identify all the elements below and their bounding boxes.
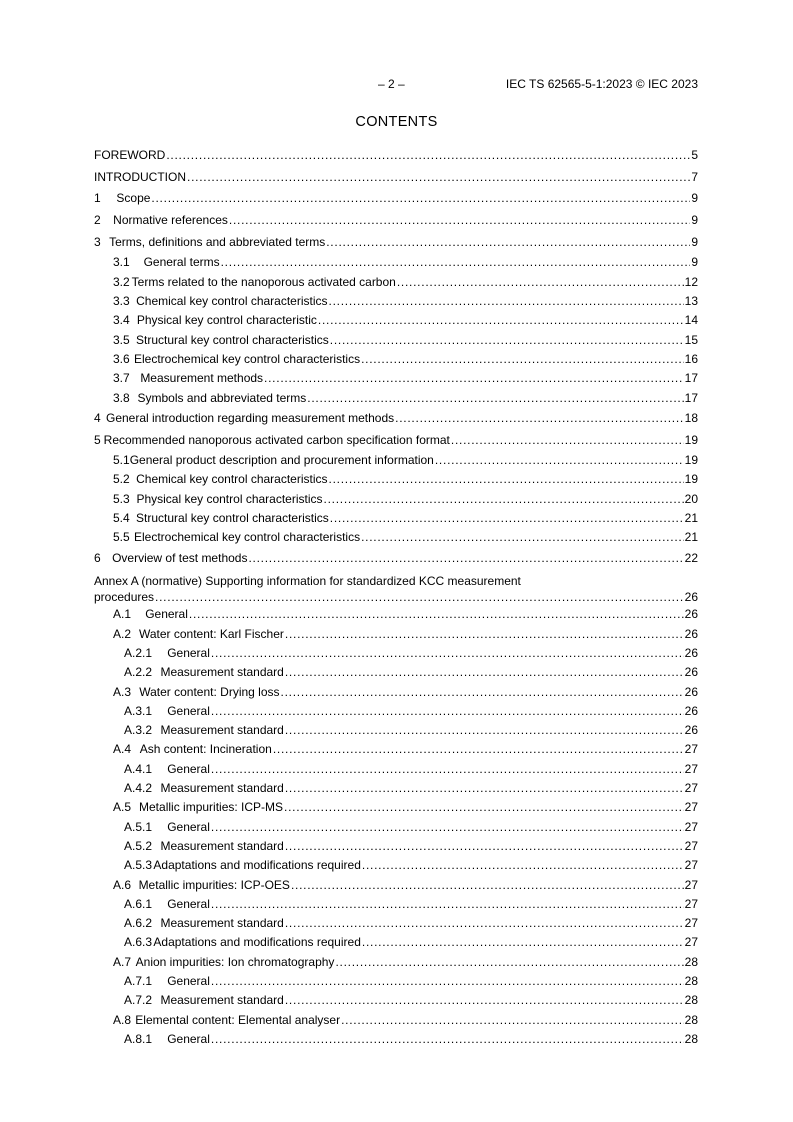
toc-page-number: 28	[684, 954, 698, 969]
toc-entry-number: A.5	[113, 800, 132, 815]
toc-entry-number: 3.2	[113, 274, 130, 289]
toc-entry-number: 1	[94, 191, 101, 206]
toc-entry-link[interactable]	[94, 589, 698, 605]
toc-entry-link[interactable]	[94, 188, 698, 210]
toc-entry-number: A.3.1	[124, 703, 153, 718]
toc-entry-label: Structural key control characteristics	[136, 511, 329, 526]
toc-page-number: 26	[684, 626, 698, 641]
toc-entry-link[interactable]	[94, 408, 698, 430]
toc-entry-number: 6	[94, 550, 101, 565]
toc-entry-link[interactable]	[94, 856, 698, 875]
toc-entry-number: 5.4	[113, 511, 130, 526]
dot-leader	[435, 451, 684, 470]
toc-entry-label: Adaptations and modifications required	[153, 935, 361, 950]
toc-entry-number: A.6	[113, 877, 132, 892]
toc-entry-label: Chemical key control characteristics	[136, 472, 328, 487]
toc-entry-link[interactable]	[94, 895, 698, 914]
toc-entry-number: 5.3	[113, 491, 130, 506]
toc-entry-link[interactable]	[94, 760, 698, 779]
toc-entry-label: FOREWORD	[94, 148, 166, 162]
toc-page-number: 27	[684, 761, 698, 776]
toc-entry-label: Electrochemical key control characteristics	[134, 530, 361, 545]
toc-entry-link[interactable]	[94, 470, 698, 489]
toc-entry-number: A.7.2	[124, 993, 153, 1008]
toc-entry-number: A.2	[113, 626, 132, 641]
toc-entry-link[interactable]	[94, 509, 698, 528]
dot-leader	[187, 167, 690, 189]
toc-page-number: 26	[684, 645, 698, 660]
dot-leader	[361, 528, 684, 547]
toc-entry-number: 3.1	[113, 255, 130, 270]
toc-page-number: 5	[691, 148, 698, 162]
toc-page-number: 21	[684, 511, 698, 526]
dot-leader	[166, 145, 690, 167]
toc-entry-number: A.6.3	[124, 935, 153, 950]
toc-entry-label: Physical key control characteristics	[136, 491, 323, 506]
toc-page-number: 7	[691, 169, 698, 184]
toc-entry-label: Overview of test methods	[112, 550, 248, 565]
toc-page-number: 14	[684, 313, 698, 328]
dot-leader	[211, 702, 684, 721]
toc-page-number: 27	[684, 742, 698, 757]
toc-entry-link[interactable]	[94, 605, 698, 624]
toc-entry-number: 3.4	[113, 313, 130, 328]
toc-page-number: 19	[684, 432, 698, 447]
dot-leader	[151, 188, 690, 210]
toc-entry-label: Measurement standard	[160, 916, 284, 931]
toc-entry-link[interactable]	[94, 331, 698, 350]
dot-leader	[211, 972, 684, 991]
toc-entry-label: Supporting information for standardized KCC measurement	[205, 574, 521, 589]
toc-entry-link[interactable]	[94, 389, 698, 408]
toc-entry-link[interactable]	[94, 232, 698, 254]
toc-entry-link[interactable]	[94, 702, 698, 721]
toc-page-number: 26	[684, 684, 698, 699]
toc-entry-link[interactable]	[94, 876, 698, 895]
page-number: – 2 –	[378, 77, 405, 91]
toc-page-number: 19	[684, 472, 698, 487]
page-title: CONTENTS	[355, 114, 438, 130]
dot-leader	[211, 818, 684, 837]
toc-entry-number: A.8.1	[124, 1031, 153, 1046]
dot-leader	[285, 663, 684, 682]
toc-entry-link[interactable]	[94, 548, 698, 570]
toc-entry-number: 5.5	[113, 530, 130, 545]
toc-page-number: 13	[684, 294, 698, 309]
toc-entry-label: General introduction regarding measurement methods	[105, 410, 395, 425]
toc-entry-number: A.4.2	[124, 781, 153, 796]
dot-leader	[285, 721, 684, 740]
toc-entry-link[interactable]	[94, 644, 698, 663]
toc-entry-label: Scope	[116, 191, 151, 206]
dot-leader	[284, 798, 684, 817]
toc-page-number: 9	[691, 213, 698, 228]
dot-leader	[362, 933, 684, 952]
toc-entry-number: 5	[94, 432, 101, 447]
toc-entry-link[interactable]	[94, 1011, 698, 1030]
table-of-contents	[94, 145, 698, 1049]
toc-entry-number: 4	[94, 410, 101, 425]
toc-page-number: 27	[684, 781, 698, 796]
toc-entry-number: A.6.2	[124, 916, 153, 931]
toc-entry-number: A.3.2	[124, 723, 153, 738]
toc-entry-link[interactable]	[94, 740, 698, 759]
toc-entry-link[interactable]	[94, 451, 698, 470]
dot-leader	[329, 292, 684, 311]
toc-entry-number: A.2.1	[124, 645, 153, 660]
toc-entry-link[interactable]	[94, 1030, 698, 1049]
toc-page-number: 27	[684, 935, 698, 950]
toc-entry-number: A.3	[113, 684, 132, 699]
toc-entry-number: 3.6	[113, 351, 130, 366]
toc-entry-number: A.5.1	[124, 819, 153, 834]
toc-entry-link[interactable]	[94, 210, 698, 232]
toc-entry-link[interactable]	[94, 528, 698, 547]
toc-entry-label: General	[167, 974, 210, 988]
dot-leader	[285, 837, 684, 856]
toc-entry-number: A.1	[113, 607, 132, 622]
toc-page-number: 28	[684, 1031, 698, 1046]
toc-entry-label: Terms related to the nanoporous activated carbon	[131, 274, 396, 289]
toc-entry-number: A.2.2	[124, 665, 153, 680]
dot-leader	[324, 490, 684, 509]
dot-leader	[307, 389, 683, 408]
dot-leader	[341, 1011, 684, 1030]
dot-leader	[221, 253, 691, 272]
toc-entry-label: Water content: Drying loss	[139, 684, 280, 699]
dot-leader	[329, 470, 684, 489]
dot-leader	[211, 1030, 684, 1049]
toc-entry-link[interactable]	[94, 818, 698, 837]
toc-page-number: 22	[684, 550, 698, 565]
toc-entry-link[interactable]	[94, 369, 698, 388]
toc-entry-link[interactable]	[94, 953, 698, 972]
toc-entry-label: Measurement standard	[160, 665, 284, 680]
toc-annex-number: Annex A (normative)	[94, 574, 206, 589]
page-header	[0, 77, 793, 93]
toc-entry-label: Physical key control characteristic	[136, 313, 317, 328]
toc-entry-number: 3.5	[113, 332, 130, 347]
toc-page-number: 26	[684, 723, 698, 738]
toc-entry-number: A.5.3	[124, 858, 153, 873]
toc-page-number: 21	[684, 530, 698, 545]
toc-entry-link[interactable]	[94, 914, 698, 933]
toc-entry-label: Anion impurities: Ion chromatography	[135, 954, 335, 969]
toc-page-number: 18	[684, 410, 698, 425]
toc-entry-number: A.7.1	[124, 974, 153, 988]
toc-entry-label: Adaptations and modifications required	[153, 858, 361, 873]
dot-leader	[285, 779, 684, 798]
toc-entry-label: General terms	[143, 255, 220, 270]
toc-entry-link[interactable]	[94, 273, 698, 292]
toc-page-number: 9	[691, 255, 698, 270]
toc-page-number: 16	[684, 351, 698, 366]
dot-leader	[281, 683, 684, 702]
toc-page-number: 27	[684, 800, 698, 815]
toc-entry-number: A.5.2	[124, 838, 153, 853]
toc-entry-link[interactable]	[94, 350, 698, 369]
toc-entry-label: Measurement standard	[160, 781, 284, 796]
toc-entry-label: Measurement methods	[140, 371, 264, 386]
dot-leader	[155, 589, 684, 605]
toc-entry-number: 3.7	[113, 371, 130, 386]
dot-leader	[211, 760, 684, 779]
dot-leader	[451, 430, 684, 452]
toc-entry-label: General	[167, 819, 210, 834]
toc-entry-link[interactable]	[94, 167, 698, 189]
toc-entry-label: Recommended nanoporous activated carbon specification format	[103, 432, 450, 447]
dot-leader	[211, 895, 684, 914]
toc-entry-label: Symbols and abbreviated terms	[137, 390, 307, 405]
toc-entry-number: A.7	[113, 954, 132, 969]
dot-leader	[395, 408, 683, 430]
dot-leader	[248, 548, 683, 570]
toc-entry-label: General	[167, 703, 210, 718]
toc-entry-link[interactable]	[94, 145, 698, 167]
toc-entry-number: 3.3	[113, 294, 130, 309]
toc-entry-link[interactable]	[94, 721, 698, 740]
toc-entry-link[interactable]	[94, 292, 698, 311]
toc-entry-number: A.4	[113, 742, 132, 757]
toc-entry-label: Chemical key control characteristics	[136, 294, 328, 309]
dot-leader	[318, 311, 684, 330]
toc-entry-label: Ash content: Incineration	[139, 742, 272, 757]
dot-leader	[362, 856, 684, 875]
dot-leader	[330, 331, 684, 350]
toc-entry-label: General	[167, 896, 210, 911]
toc-entry-link[interactable]	[94, 837, 698, 856]
dot-leader	[285, 991, 684, 1010]
toc-entry-label: Normative references	[113, 213, 228, 228]
toc-page-number: 26	[684, 607, 698, 622]
toc-entry-label: Elemental content: Elemental analyser	[135, 1012, 341, 1027]
toc-entry-link[interactable]	[94, 311, 698, 330]
toc-entry-number: 5.2	[113, 472, 130, 487]
toc-page-number: 28	[684, 993, 698, 1008]
toc-entry-link[interactable]	[94, 430, 698, 452]
toc-entry-number: A.6.1	[124, 896, 153, 911]
dot-leader	[285, 914, 684, 933]
dot-leader	[211, 644, 684, 663]
toc-entry-label: Measurement standard	[160, 723, 284, 738]
dot-leader	[361, 350, 684, 369]
toc-entry-number: 3	[94, 234, 101, 249]
toc-entry-link[interactable]	[94, 798, 698, 817]
toc-entry-label: Terms, definitions and abbreviated terms	[109, 234, 326, 249]
toc-entry-label: Metallic impurities: ICP-OES	[138, 877, 290, 892]
toc-entry-label: General	[145, 607, 188, 622]
dot-leader	[273, 740, 684, 759]
dot-leader	[330, 509, 684, 528]
toc-page-number: 26	[684, 665, 698, 680]
toc-page-number: 26	[684, 590, 698, 605]
toc-page-number: 15	[684, 332, 698, 347]
toc-page-number: 17	[684, 371, 698, 386]
toc-page-number: 27	[684, 858, 698, 873]
toc-page-number: 27	[684, 877, 698, 892]
dot-leader	[264, 369, 684, 388]
toc-entry-number: 5.1	[113, 453, 130, 468]
toc-entry-link[interactable]	[94, 490, 698, 509]
toc-entry-link[interactable]	[94, 779, 698, 798]
toc-annex-heading[interactable]	[94, 569, 698, 589]
toc-page-number: 27	[684, 838, 698, 853]
toc-page-number: 17	[684, 390, 698, 405]
dot-leader	[285, 625, 684, 644]
dot-leader	[189, 605, 684, 624]
dot-leader	[326, 232, 690, 254]
toc-entry-label: General	[167, 645, 210, 660]
toc-page-number: 26	[684, 703, 698, 718]
toc-entry-label: General product description and procurement information	[129, 453, 434, 468]
toc-entry-label: General	[167, 761, 210, 776]
toc-entry-link[interactable]	[94, 933, 698, 952]
toc-entry-number: A.8	[113, 1012, 132, 1027]
toc-entry-link[interactable]	[94, 972, 698, 991]
toc-entry-label: General	[167, 1031, 210, 1046]
toc-entry-label: INTRODUCTION	[94, 169, 186, 184]
dot-leader	[397, 273, 684, 292]
toc-entry-label: Measurement standard	[160, 838, 284, 853]
toc-entry-number: A.4.1	[124, 761, 153, 776]
toc-entry-link[interactable]	[94, 991, 698, 1010]
toc-page-number: 27	[684, 916, 698, 931]
toc-page-number: 9	[691, 234, 698, 249]
toc-entry-number: 2	[94, 213, 101, 228]
toc-page-number: 19	[684, 453, 698, 468]
toc-page-number: 9	[691, 191, 698, 206]
toc-page-number: 28	[684, 1012, 698, 1027]
toc-page-number: 27	[684, 819, 698, 834]
toc-entry-link[interactable]	[94, 253, 698, 272]
document-id: IEC TS 62565-5-1:2023 © IEC 2023	[505, 77, 698, 91]
toc-page-number: 28	[684, 974, 698, 988]
toc-entry-link[interactable]	[94, 625, 698, 644]
toc-page-number: 12	[684, 274, 698, 289]
toc-page-number: 27	[684, 896, 698, 911]
dot-leader	[229, 210, 690, 232]
dot-leader	[291, 876, 684, 895]
toc-page-number: 20	[684, 491, 698, 506]
toc-entry-label: Water content: Karl Fischer	[138, 626, 284, 641]
toc-entry-number: 3.8	[113, 390, 130, 405]
toc-entry-link[interactable]	[94, 683, 698, 702]
dot-leader	[335, 953, 683, 972]
toc-entry-label: Structural key control characteristics	[136, 332, 329, 347]
toc-entry-link[interactable]	[94, 663, 698, 682]
toc-entry-label: Measurement standard	[160, 993, 284, 1008]
toc-entry-label: procedures	[94, 590, 155, 605]
toc-entry-label: Electrochemical key control characteristics	[134, 351, 361, 366]
toc-entry-label: Metallic impurities: ICP-MS	[139, 800, 284, 815]
